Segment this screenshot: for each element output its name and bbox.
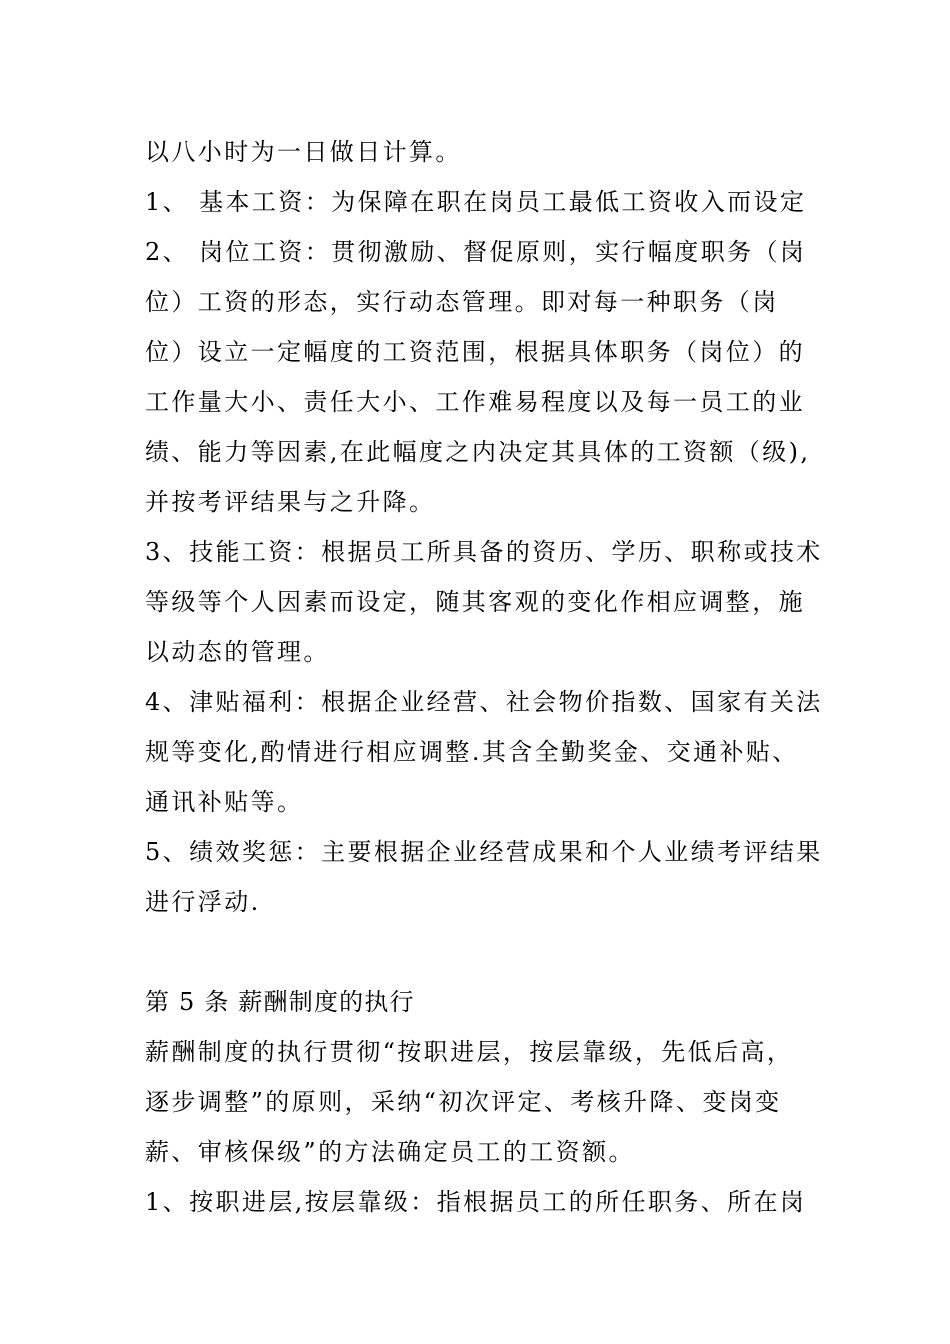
- text-line: 5、绩效奖惩：主要根据企业经营成果和个人业绩考评结果: [145, 838, 823, 866]
- section-heading: 第 5 条 薪酬制度的执行: [145, 988, 415, 1016]
- paragraph-gap: [145, 927, 825, 977]
- text-line: 位）工资的形态，实行动态管理。即对每一种职务（岗: [145, 288, 779, 316]
- text-line: 2、 岗位工资：贯彻激励、督促原则，实行幅度职务（岗: [145, 238, 807, 266]
- text-line: 进行浮动.: [145, 888, 261, 916]
- text-line: 以八小时为一日做日计算。: [145, 138, 462, 166]
- text-line: 1、按职进层,按层靠级：指根据员工的所任职务、所在岗: [145, 1188, 807, 1216]
- text-line: 薪酬制度的执行贯彻“按职进层，按层靠级，先低后高，: [145, 1038, 794, 1066]
- text-line: 薪、审核保级”的方法确定员工的工资额。: [145, 1138, 635, 1166]
- text-line: 1、 基本工资：为保障在职在岗员工最低工资收入而设定: [145, 188, 807, 216]
- text-line: 4、津贴福利：根据企业经营、社会物价指数、国家有关法: [145, 688, 823, 716]
- text-line: 工作量大小、责任大小、工作难易程度以及每一员工的业: [145, 388, 805, 416]
- text-line: 以动态的管理。: [145, 638, 330, 666]
- text-line: 并按考评结果与之升降。: [145, 488, 436, 516]
- text-line: 绩、能力等因素,在此幅度之内决定其具体的工资额（级),: [145, 438, 811, 466]
- text-line: 通讯补贴等。: [145, 788, 304, 816]
- text-line: 规等变化,酌情进行相应调整.其含全勤奖金、交通补贴、: [145, 738, 799, 766]
- text-line: 逐步调整”的原则，采纳“初次评定、考核升降、变岗变: [145, 1088, 782, 1116]
- text-line: 位）设立一定幅度的工资范围，根据具体职务（岗位）的: [145, 338, 805, 366]
- text-line: 3、技能工资：根据员工所具备的资历、学历、职称或技术: [145, 538, 823, 566]
- document-page: [145, 127, 825, 1227]
- text-line: 等级等个人因素而设定，随其客观的变化作相应调整，施: [145, 588, 805, 616]
